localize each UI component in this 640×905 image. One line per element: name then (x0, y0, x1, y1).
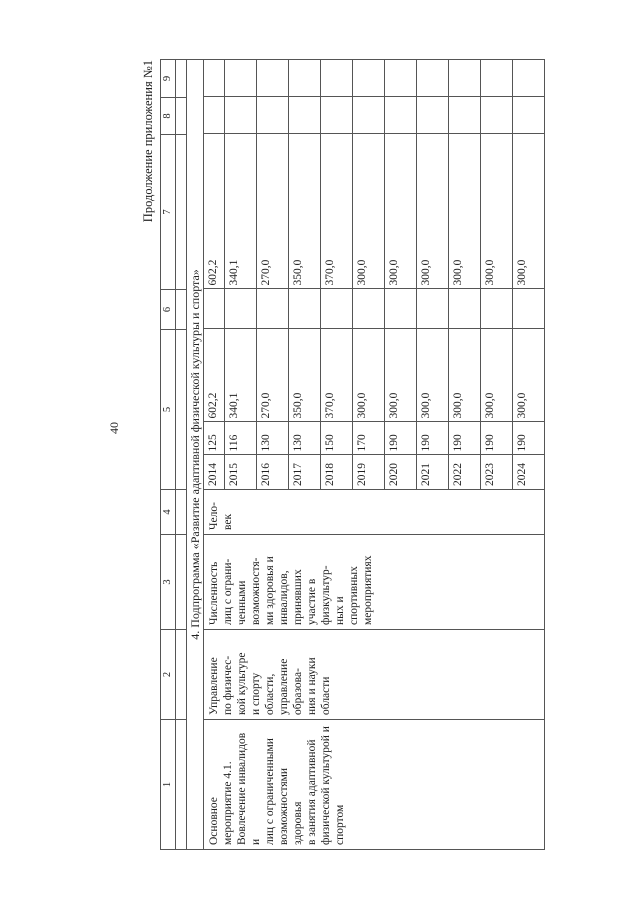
empty-cell (289, 97, 321, 134)
empty-cell (513, 59, 545, 97)
empty-cell (257, 59, 289, 97)
plan-cell: 370,0 (321, 329, 353, 422)
empty-cell (204, 289, 225, 329)
measure-cell: Основное мероприятие 4.1. Вовлечение инвалидов и лиц с ограниченными возможностями здоровья в занятия адаптивной физической культурой и спортом (204, 720, 545, 850)
value-cell: 150 (321, 422, 353, 455)
program-table (160, 59, 545, 850)
page-number: 40 (107, 422, 121, 434)
empty-cell (449, 97, 481, 134)
column-number: 1 (161, 720, 176, 850)
fact-cell: 300,0 (385, 134, 417, 289)
value-cell: 170 (353, 422, 385, 455)
plan-cell: 300,0 (449, 329, 481, 422)
year-row (225, 59, 257, 489)
fact-cell: 300,0 (481, 134, 513, 289)
indicator-cell: Численность лиц с ограни- ченными возможностя- ми здоровья и инвалидов, принявших участие в физкультур- ных и спортивных мероприятиях (204, 535, 545, 630)
value-cell: 190 (417, 422, 449, 455)
year-cell: 2014 (204, 455, 225, 489)
year-row (513, 59, 545, 489)
empty-cell (353, 97, 385, 134)
year-cell: 2024 (513, 455, 545, 489)
plan-cell: 300,0 (417, 329, 449, 422)
empty-cell (481, 97, 513, 134)
fact-cell: 300,0 (449, 134, 481, 289)
year-cell: 2023 (481, 455, 513, 489)
year-row (321, 59, 353, 489)
fact-cell: 340,1 (225, 134, 257, 289)
empty-cell (481, 289, 513, 329)
fact-cell: 370,0 (321, 134, 353, 289)
empty-cell (481, 59, 513, 97)
plan-cell: 300,0 (481, 329, 513, 422)
empty-cell (204, 97, 225, 134)
empty-cell (353, 289, 385, 329)
empty-cell (321, 289, 353, 329)
value-cell: 190 (385, 422, 417, 455)
empty-cell (321, 97, 353, 134)
plan-cell: 300,0 (513, 329, 545, 422)
year-cell: 2020 (385, 455, 417, 489)
empty-cell (385, 59, 417, 97)
empty-cell (225, 59, 257, 97)
empty-cell (257, 289, 289, 329)
fact-cell: 602,2 (204, 134, 225, 289)
empty-cell (321, 59, 353, 97)
plan-cell: 340,1 (225, 329, 257, 422)
empty-cell (385, 97, 417, 134)
fact-cell: 300,0 (513, 134, 545, 289)
years-body (204, 59, 544, 489)
years-table (204, 59, 544, 489)
year-row (481, 59, 513, 489)
year-cell: 2019 (353, 455, 385, 489)
empty-cell (417, 289, 449, 329)
value-cell: 190 (481, 422, 513, 455)
empty-cell (449, 59, 481, 97)
column-number: 7 (161, 135, 176, 290)
executors-cell: Управление по физичес- кой культуре и спорту области, управление образова- ния и науки области (204, 630, 545, 720)
year-cell: 2016 (257, 455, 289, 489)
subprogram-row (187, 60, 204, 850)
year-row (353, 59, 385, 489)
year-row (417, 59, 449, 489)
value-cell: 190 (513, 422, 545, 455)
column-number: 8 (161, 98, 176, 135)
year-cell: 2017 (289, 455, 321, 489)
empty-cell (257, 97, 289, 134)
empty-cell (225, 289, 257, 329)
fact-cell: 350,0 (289, 134, 321, 289)
empty-cell (449, 289, 481, 329)
column-number: 9 (161, 60, 176, 98)
year-row (204, 59, 225, 489)
fact-cell: 300,0 (353, 134, 385, 289)
value-cell: 116 (225, 422, 257, 455)
value-cell: 130 (289, 422, 321, 455)
plan-cell: 300,0 (385, 329, 417, 422)
column-number: 4 (161, 490, 176, 535)
subprogram-title: 4. Подпрограмма «Развитие адаптивной физической культуры и спорта» (187, 60, 204, 850)
year-row (289, 59, 321, 489)
empty-cell (289, 59, 321, 97)
year-row (385, 59, 417, 489)
value-cell: 125 (204, 422, 225, 455)
column-number: 3 (161, 535, 176, 630)
fact-cell: 270,0 (257, 134, 289, 289)
appendix-caption: Продолжение приложения №1 (141, 60, 155, 223)
year-cell: 2022 (449, 455, 481, 489)
year-cell: 2018 (321, 455, 353, 489)
column-number: 6 (161, 290, 176, 330)
empty-cell (513, 289, 545, 329)
value-cell: 190 (449, 422, 481, 455)
year-cell: 2015 (225, 455, 257, 489)
empty-cell (385, 289, 417, 329)
plan-cell: 270,0 (257, 329, 289, 422)
plan-cell: 350,0 (289, 329, 321, 422)
empty-cell (417, 97, 449, 134)
year-cell: 2021 (417, 455, 449, 489)
unit-cell: Чело- век (204, 490, 545, 535)
column-number-row (161, 60, 176, 850)
years-cell (204, 60, 545, 490)
plan-cell: 300,0 (353, 329, 385, 422)
fact-cell: 300,0 (417, 134, 449, 289)
column-number: 5 (161, 330, 176, 490)
column-number: 2 (161, 630, 176, 720)
measure-row (204, 60, 545, 850)
year-row (449, 59, 481, 489)
empty-cell (204, 59, 225, 97)
rotated-landscape-page (140, 60, 600, 850)
year-row (257, 59, 289, 489)
empty-cell (225, 97, 257, 134)
empty-cell (353, 59, 385, 97)
empty-cell (289, 289, 321, 329)
value-cell: 130 (257, 422, 289, 455)
spacer-row (176, 60, 187, 850)
empty-cell (513, 97, 545, 134)
plan-cell: 602,2 (204, 329, 225, 422)
empty-cell (417, 59, 449, 97)
